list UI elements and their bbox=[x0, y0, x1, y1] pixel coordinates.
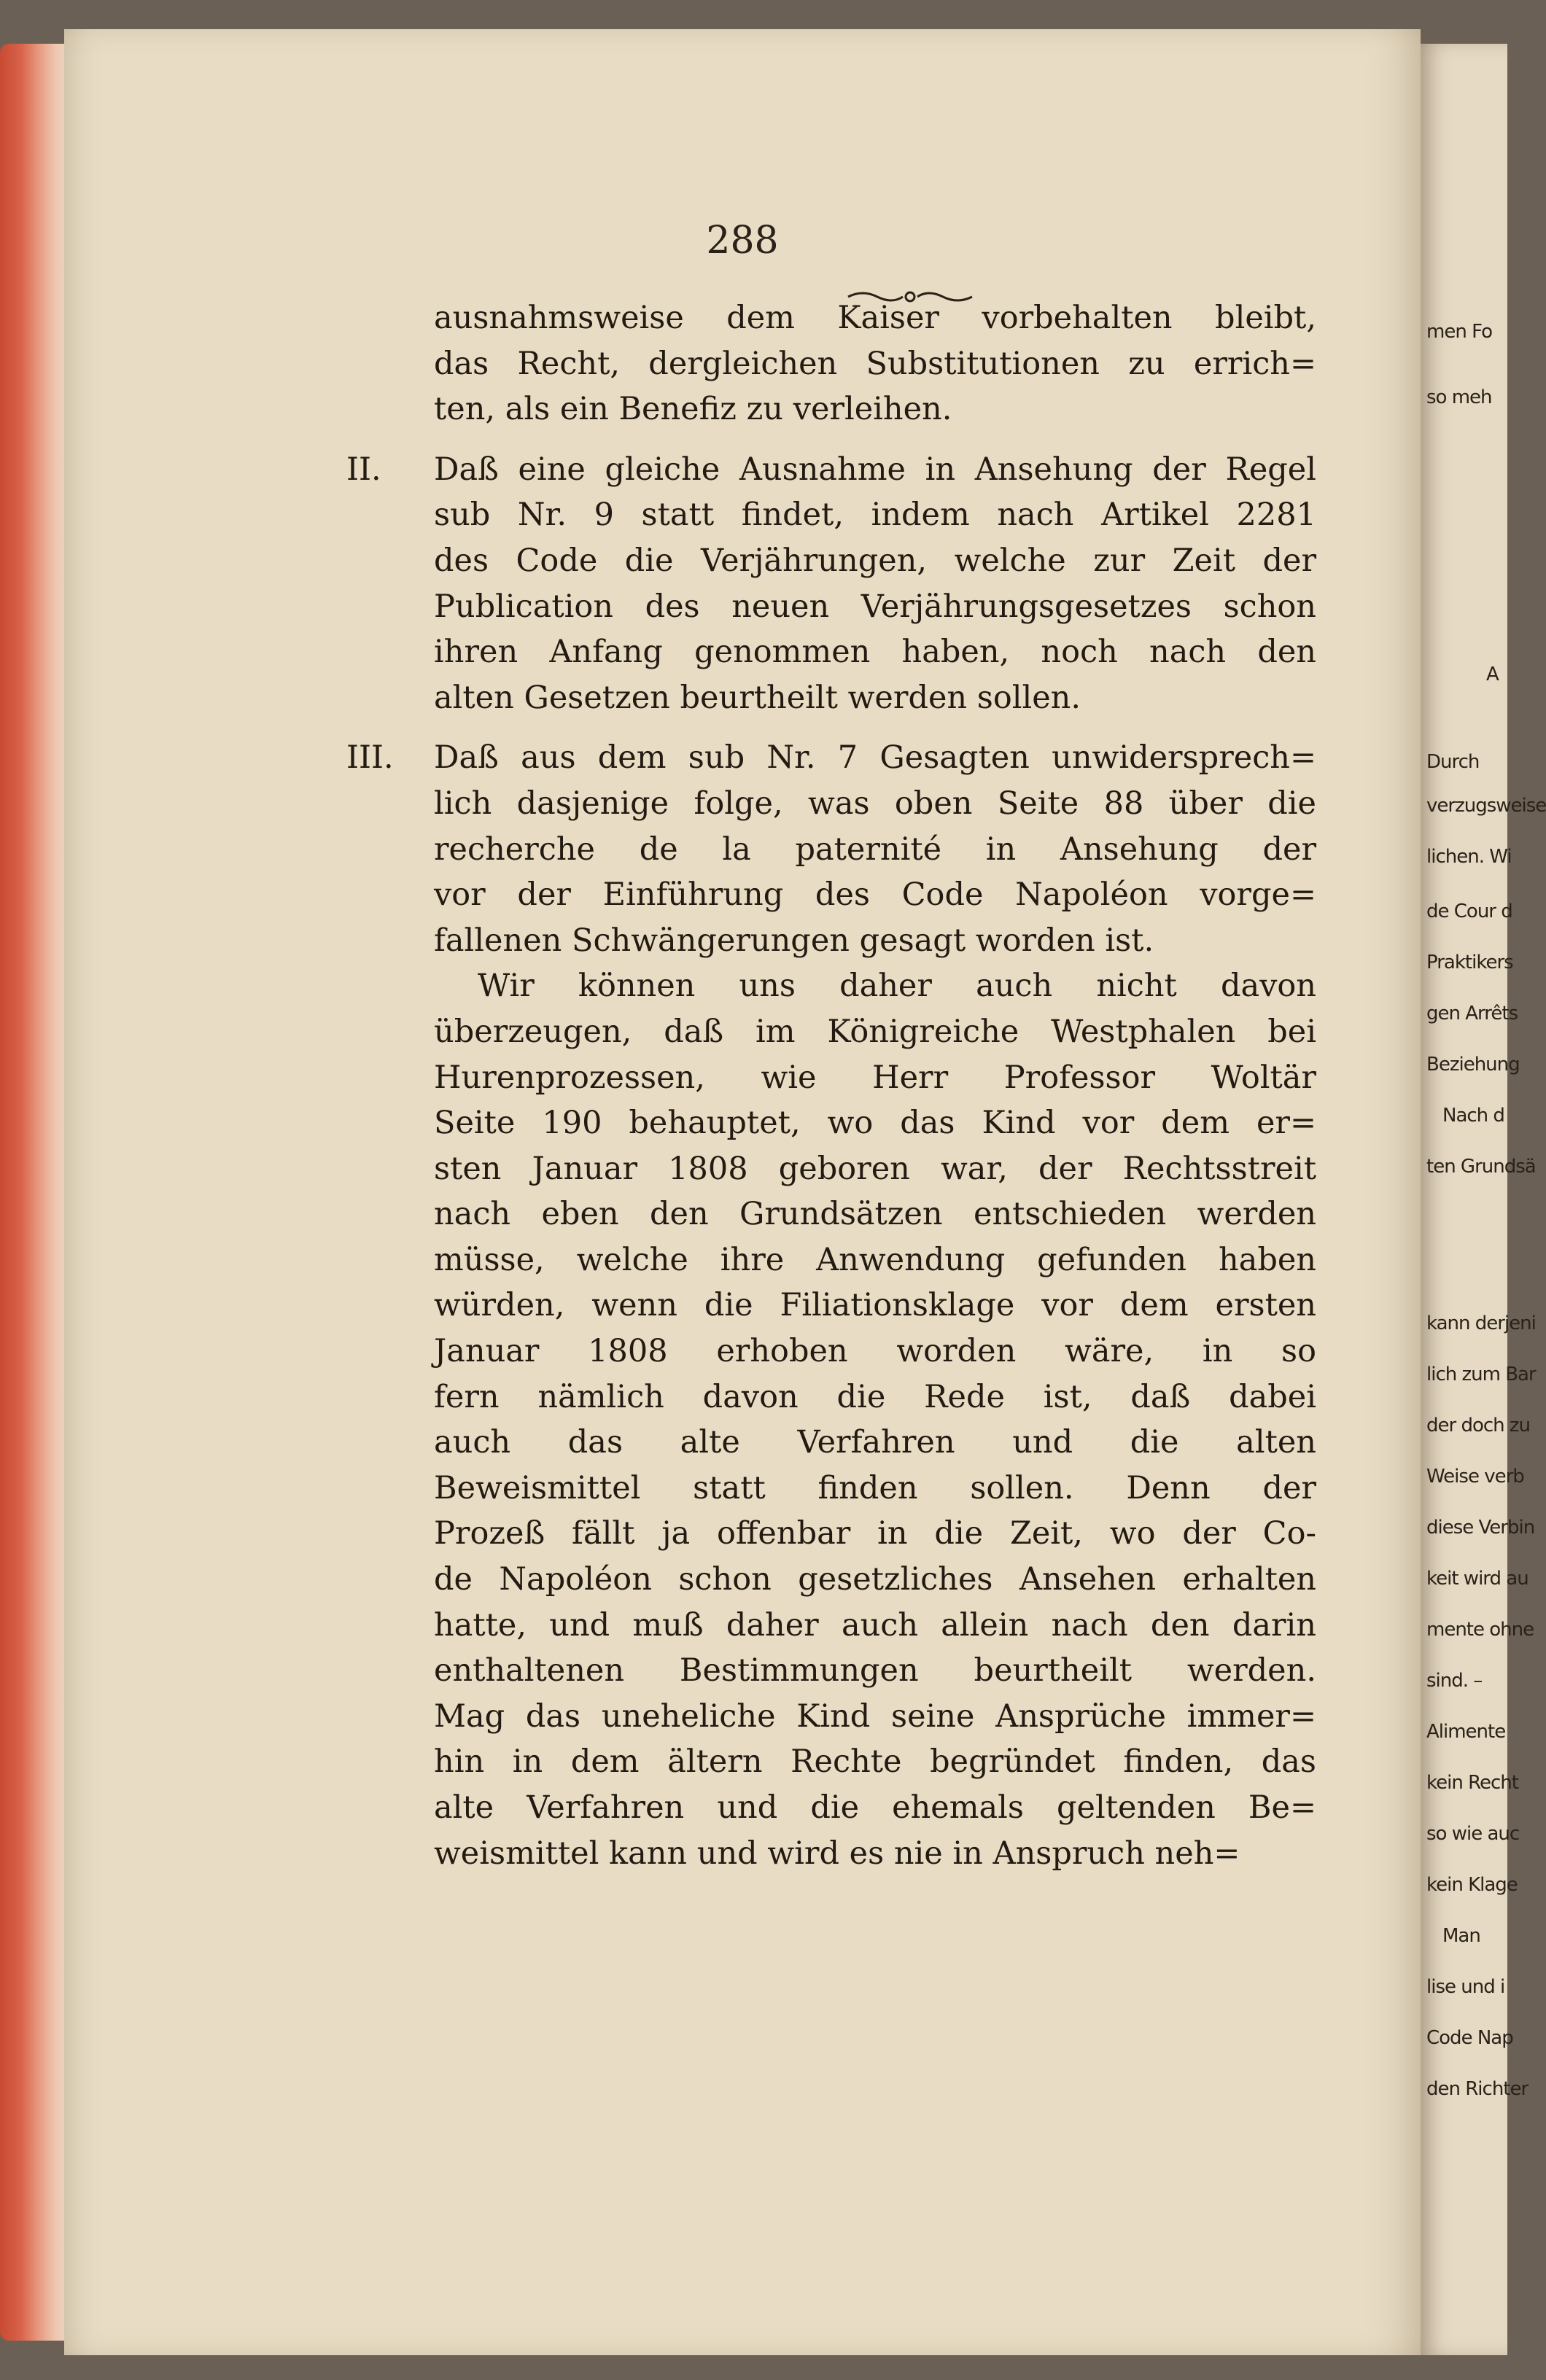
text-line: würden, wenn die Filiationsklage vor dem ersten bbox=[434, 1287, 1316, 1324]
page-number: 288 bbox=[706, 219, 779, 262]
text-line: Januar 1808 erhoben worden wäre, in so bbox=[434, 1333, 1316, 1370]
next-page-fragment: Weise verb bbox=[1426, 1466, 1524, 1488]
book-edge bbox=[0, 44, 69, 2341]
paragraph-main bbox=[390, 963, 1316, 1876]
next-page-fragment: de Cour d bbox=[1426, 901, 1512, 922]
next-page-fragment: diese Verbin bbox=[1426, 1517, 1535, 1539]
next-page-fragment: lich zum Bar bbox=[1426, 1364, 1536, 1385]
text-line: ten, als ein Benefiz zu verleihen. bbox=[434, 391, 952, 428]
text-line: nach eben den Grundsätzen entschieden werden bbox=[434, 1196, 1316, 1233]
next-page-fragment: keit wird au bbox=[1426, 1568, 1528, 1590]
text-line: ihren Anfang genommen haben, noch nach den bbox=[434, 634, 1316, 671]
next-page-fragment: den Richter bbox=[1426, 2078, 1528, 2100]
next-page-fragment: ten Grundsä bbox=[1426, 1156, 1536, 1178]
text-line: auch das alte Verfahren und die alten bbox=[434, 1424, 1316, 1461]
next-page-fragment: so meh bbox=[1426, 386, 1492, 408]
next-page-fragment: kein Recht bbox=[1426, 1772, 1518, 1794]
next-page-fragment: so wie auc bbox=[1426, 1823, 1520, 1845]
paragraph-iii bbox=[346, 735, 1316, 963]
next-page-fragment: gen Arrêts bbox=[1426, 1003, 1518, 1024]
next-page-fragment: Beziehung bbox=[1426, 1054, 1520, 1076]
text-line: fern nämlich davon die Rede ist, daß dabei bbox=[434, 1378, 1316, 1415]
text-line: hin in dem ältern Rechte begründet finden, das bbox=[434, 1743, 1316, 1781]
text-line: recherche de la paternité in Ansehung der bbox=[434, 831, 1316, 868]
next-page-fragment: Nach d bbox=[1442, 1105, 1504, 1127]
text-line: Beweismittel statt finden sollen. Denn der bbox=[434, 1469, 1316, 1506]
text-line: Publication des neuen Verjährungsgesetzes schon bbox=[434, 588, 1316, 625]
body-text bbox=[346, 295, 1316, 1876]
text-line: müsse, welche ihre Anwendung gefunden haben bbox=[434, 1241, 1316, 1278]
paragraph-continuation bbox=[390, 295, 1316, 432]
next-page-fragment: men Fo bbox=[1426, 321, 1493, 343]
text-line: enthaltenen Bestimmungen beurtheilt werden. bbox=[434, 1652, 1316, 1689]
next-page-fragment: lichen. Wi bbox=[1426, 846, 1512, 868]
text-line: alte Verfahren und die ehemals geltenden Be= bbox=[434, 1789, 1316, 1826]
text-line: das Recht, dergleichen Substitutionen zu errich= bbox=[434, 345, 1316, 382]
next-page-fragment: A bbox=[1486, 664, 1499, 685]
paragraph-number: III. bbox=[346, 739, 394, 777]
next-page-fragment: kein Klage bbox=[1426, 1874, 1518, 1896]
next-page-fragment: Praktikers bbox=[1426, 952, 1513, 973]
paragraph-ii bbox=[346, 447, 1316, 721]
text-line: lich dasjenige folge, was oben Seite 88 über die bbox=[434, 785, 1316, 822]
next-page-fragment: kann derjeni bbox=[1426, 1312, 1536, 1334]
next-page-edge bbox=[1421, 44, 1546, 2355]
text-line: de Napoléon schon gesetzliches Ansehen erhalten bbox=[434, 1561, 1316, 1598]
text-line: vor der Einführung des Code Napoléon vorge= bbox=[434, 876, 1316, 914]
text-line: Mag das uneheliche Kind seine Ansprüche immer= bbox=[434, 1698, 1316, 1735]
text-line: fallenen Schwängerungen gesagt worden ist. bbox=[434, 922, 1154, 959]
text-line: hatte, und muß daher auch allein nach den darin bbox=[434, 1606, 1316, 1644]
text-line: des Code die Verjährungen, welche zur Zeit der bbox=[434, 542, 1316, 579]
next-page-fragment: sind. – bbox=[1426, 1670, 1483, 1692]
text-line: ausnahmsweise dem Kaiser vorbehalten bleibt, bbox=[434, 300, 1316, 336]
next-page-fragment: Durch bbox=[1426, 751, 1480, 773]
text-line: Seite 190 behauptet, wo das Kind vor dem er= bbox=[434, 1105, 1316, 1142]
next-page-fragment: mente ohne bbox=[1426, 1619, 1534, 1641]
next-page-fragment: Code Nap bbox=[1426, 2027, 1513, 2049]
text-line: sten Januar 1808 geboren war, der Rechtsstreit bbox=[434, 1150, 1316, 1187]
text-line: Hurenprozessen, wie Herr Professor Woltär bbox=[434, 1059, 1316, 1096]
next-page-fragment: lise und i bbox=[1426, 1976, 1505, 1998]
text-line: Prozeß fällt ja offenbar in die Zeit, wo der Co- bbox=[434, 1515, 1316, 1552]
paragraph-number: II. bbox=[346, 451, 381, 488]
next-page-fragment: der doch zu bbox=[1426, 1415, 1531, 1436]
text-line: Daß aus dem sub Nr. 7 Gesagten unwidersprech= bbox=[434, 739, 1316, 777]
text-line: überzeugen, daß im Königreiche Westphalen bei bbox=[434, 1013, 1316, 1050]
next-page-fragment: verzugsweise bbox=[1426, 795, 1546, 817]
text-line: weismittel kann und wird es nie in Anspruch neh= bbox=[434, 1835, 1240, 1872]
text-line: Wir können uns daher auch nicht davon bbox=[478, 968, 1316, 1005]
text-line: Daß eine gleiche Ausnahme in Ansehung der Regel bbox=[434, 451, 1316, 488]
next-page-fragment: Alimente bbox=[1426, 1721, 1506, 1743]
text-line: alten Gesetzen beurtheilt werden sollen. bbox=[434, 679, 1081, 716]
next-page-fragment: Man bbox=[1442, 1925, 1480, 1947]
text-line: sub Nr. 9 statt findet, indem nach Artikel 2281 bbox=[434, 497, 1316, 534]
